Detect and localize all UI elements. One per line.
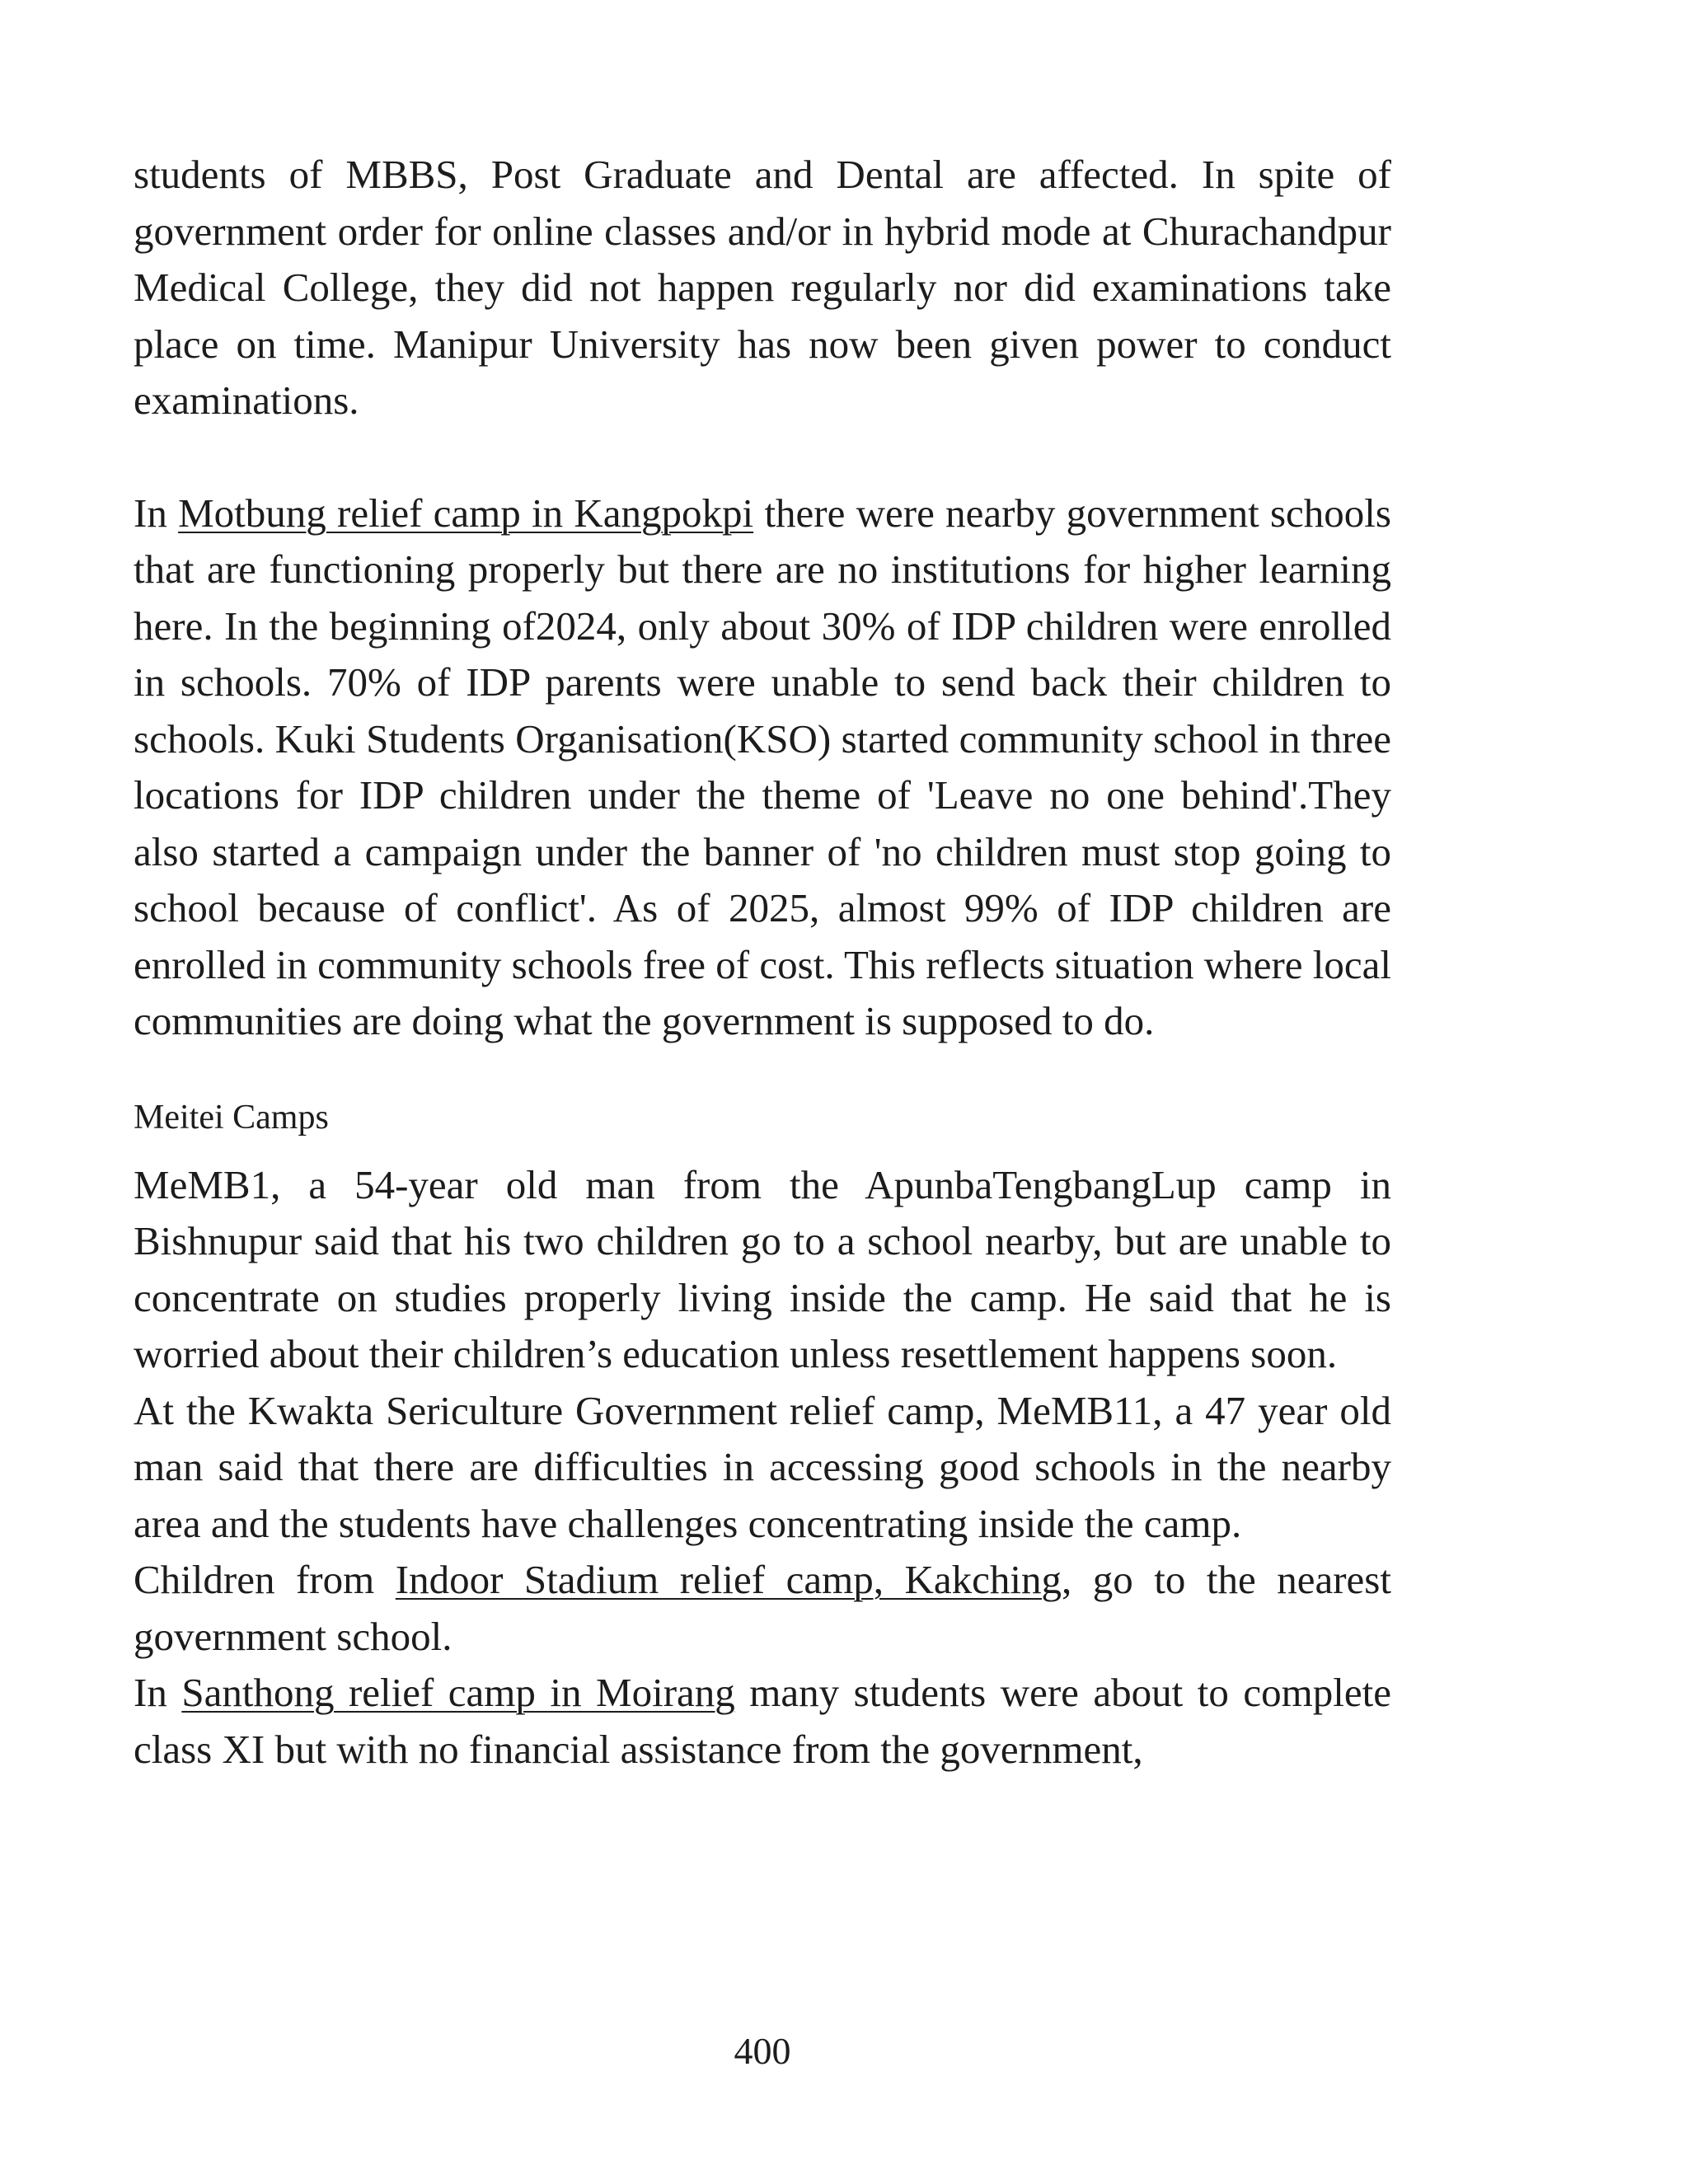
paragraph-text-rest: many students were about to complete class XI but with no financial assistance from the government,: [134, 1670, 1391, 1772]
paragraph-text-start: Children from: [134, 1557, 396, 1602]
paragraph-medical-students: students of MBBS, Post Graduate and Dental are affected. In spite of government order for online classes and/or in hybrid mode at Churachandpur Medical College, they did not happen regularly nor did examinations take place on time. Manipur University has now been given power to conduct examinations.: [134, 152, 1391, 423]
motbung-camp-link[interactable]: Motbung relief camp in Kangpokpi: [178, 490, 754, 536]
paragraph-motbung-camp: [134, 485, 1391, 1050]
paragraph-kwakta-camp: At the Kwakta Sericulture Government relief camp, MeMB11, a 47 year old man said that there are difficulties in accessing good schools in the nearby area and the students have challenges concentrating inside the camp.: [134, 1387, 1391, 1546]
page-number: 400: [734, 2030, 791, 2072]
paragraph-memb1: MeMB1, a 54-year old man from the ApunbaTengbangLup camp in Bishnupur said that his two children go to a school nearby, but are unable to concentrate on studies properly living inside the camp. He said that he is worried about their children’s education unless resettlement happens soon.: [134, 1161, 1391, 1376]
paragraph-text-start: In: [134, 490, 179, 536]
paragraph-santhong-camp: [134, 1665, 1391, 1778]
paragraph-text-rest: , go to the nearest government school.: [134, 1557, 1391, 1659]
indoor-stadium-camp-link[interactable]: Indoor Stadium relief camp, Kakching: [395, 1557, 1062, 1602]
section-heading-meitei-camps: Meitei Camps: [134, 1098, 329, 1137]
paragraph-kakching-camp: [134, 1552, 1391, 1665]
page-body: [134, 147, 1391, 1778]
paragraph-text-rest: there were nearby government schools that are functioning properly but there are no institutions for higher learning here. In the beginning of2024, only about 30% of IDP children were enrolled in schools. 70% of IDP parents were unable to send back their children to schools. Kuki Students Organisation(KSO) started community school in three locations for IDP children under the theme of 'Leave no one behind'.They also started a campaign under the banner of 'no children must stop going to school because of conflict'. As of 2025, almost 99% of IDP children are enrolled in community schools free of cost. This reflects situation where local communities are doing what the government is supposed to do.: [134, 490, 1391, 1043]
santhong-camp-link[interactable]: Santhong relief camp in Moirang: [181, 1670, 735, 1715]
paragraph-text-start: In: [134, 1670, 182, 1715]
